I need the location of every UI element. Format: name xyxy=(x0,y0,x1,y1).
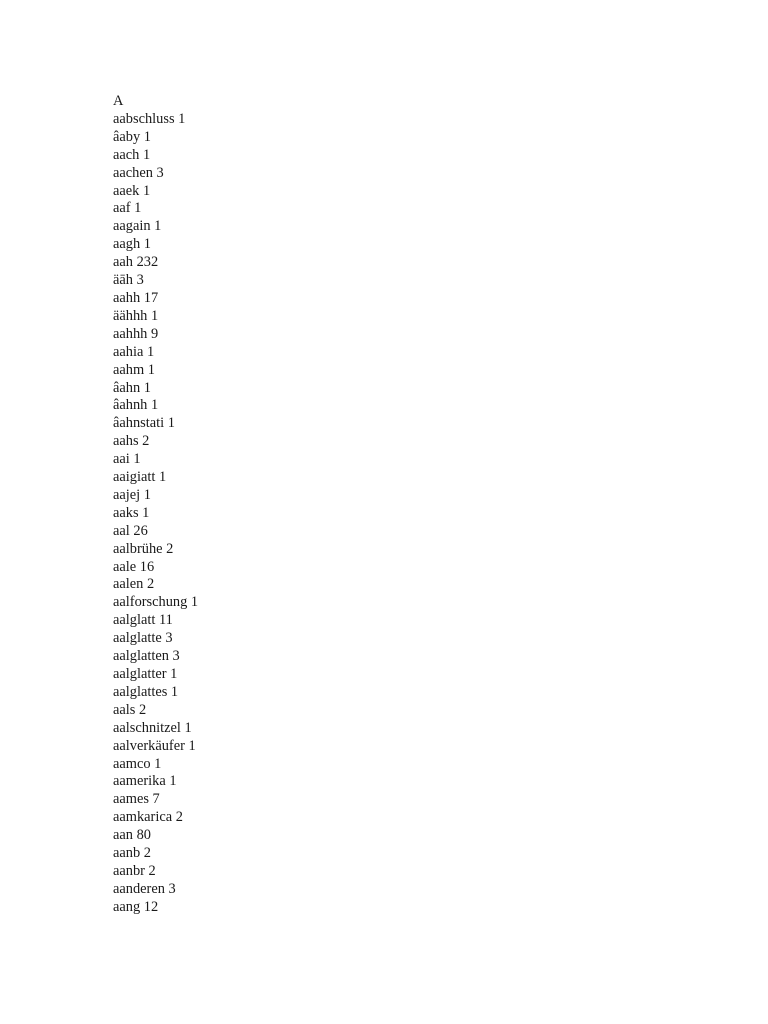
word-entry: aames 7 xyxy=(113,791,160,808)
word-entry: aagain 1 xyxy=(113,218,162,235)
word-entry: äāh 3 xyxy=(113,272,144,289)
word-entry: aal 26 xyxy=(113,522,148,539)
word-entry: aahs 2 xyxy=(113,433,150,450)
word-entry: aahia 1 xyxy=(113,343,155,360)
word-entry: aaks 1 xyxy=(113,504,150,521)
word-entry: aalverkäufer 1 xyxy=(113,737,196,754)
word-entry: aals 2 xyxy=(113,701,147,718)
word-entry: aamco 1 xyxy=(113,755,162,772)
word-entry: aaek 1 xyxy=(113,182,151,199)
word-entry: aaf 1 xyxy=(113,200,142,217)
word-entry: aanderen 3 xyxy=(113,880,176,897)
word-entry: âahn 1 xyxy=(113,379,151,396)
word-entry: âahnstati 1 xyxy=(113,415,175,432)
word-entry: aanb 2 xyxy=(113,845,151,862)
word-entry: aang 12 xyxy=(113,898,159,915)
word-entry: aalglattes 1 xyxy=(113,683,179,700)
word-entry: aachen 3 xyxy=(113,164,164,181)
word-entry: aahhh 9 xyxy=(113,325,159,342)
word-entry: aabschluss 1 xyxy=(113,110,186,127)
word-entry: âaby 1 xyxy=(113,128,151,145)
word-entry: äähhh 1 xyxy=(113,307,159,324)
word-entry: âahnh 1 xyxy=(113,397,159,414)
word-entry: aalforschung 1 xyxy=(113,594,199,611)
word-entry: aanbr 2 xyxy=(113,862,156,879)
word-entry: aajej 1 xyxy=(113,486,151,503)
word-entry: aale 16 xyxy=(113,558,155,575)
word-entry: aan 80 xyxy=(113,827,151,844)
word-entry: aalen 2 xyxy=(113,576,155,593)
word-entry: aalglatte 3 xyxy=(113,630,173,647)
word-entry: aalglatter 1 xyxy=(113,666,178,682)
word-entry: aalbrühe 2 xyxy=(113,540,174,557)
word-entry: aamerika 1 xyxy=(113,773,177,790)
word-entry: aalglatten 3 xyxy=(113,648,180,665)
word-entry: aalglatt 11 xyxy=(113,612,173,629)
word-entry: aalschnitzel 1 xyxy=(113,719,192,736)
word-entry: aach 1 xyxy=(113,146,151,163)
section-heading: A xyxy=(113,93,124,109)
word-entry: aagh 1 xyxy=(113,236,151,253)
word-entry: aai 1 xyxy=(113,451,141,468)
word-frequency-list xyxy=(113,93,198,917)
word-entry: aamkarica 2 xyxy=(113,809,183,826)
word-entry: aahm 1 xyxy=(113,361,155,378)
word-entry: aah 232 xyxy=(113,254,159,271)
word-entry: aahh 17 xyxy=(113,289,159,306)
word-entry: aaigiatt 1 xyxy=(113,469,167,486)
